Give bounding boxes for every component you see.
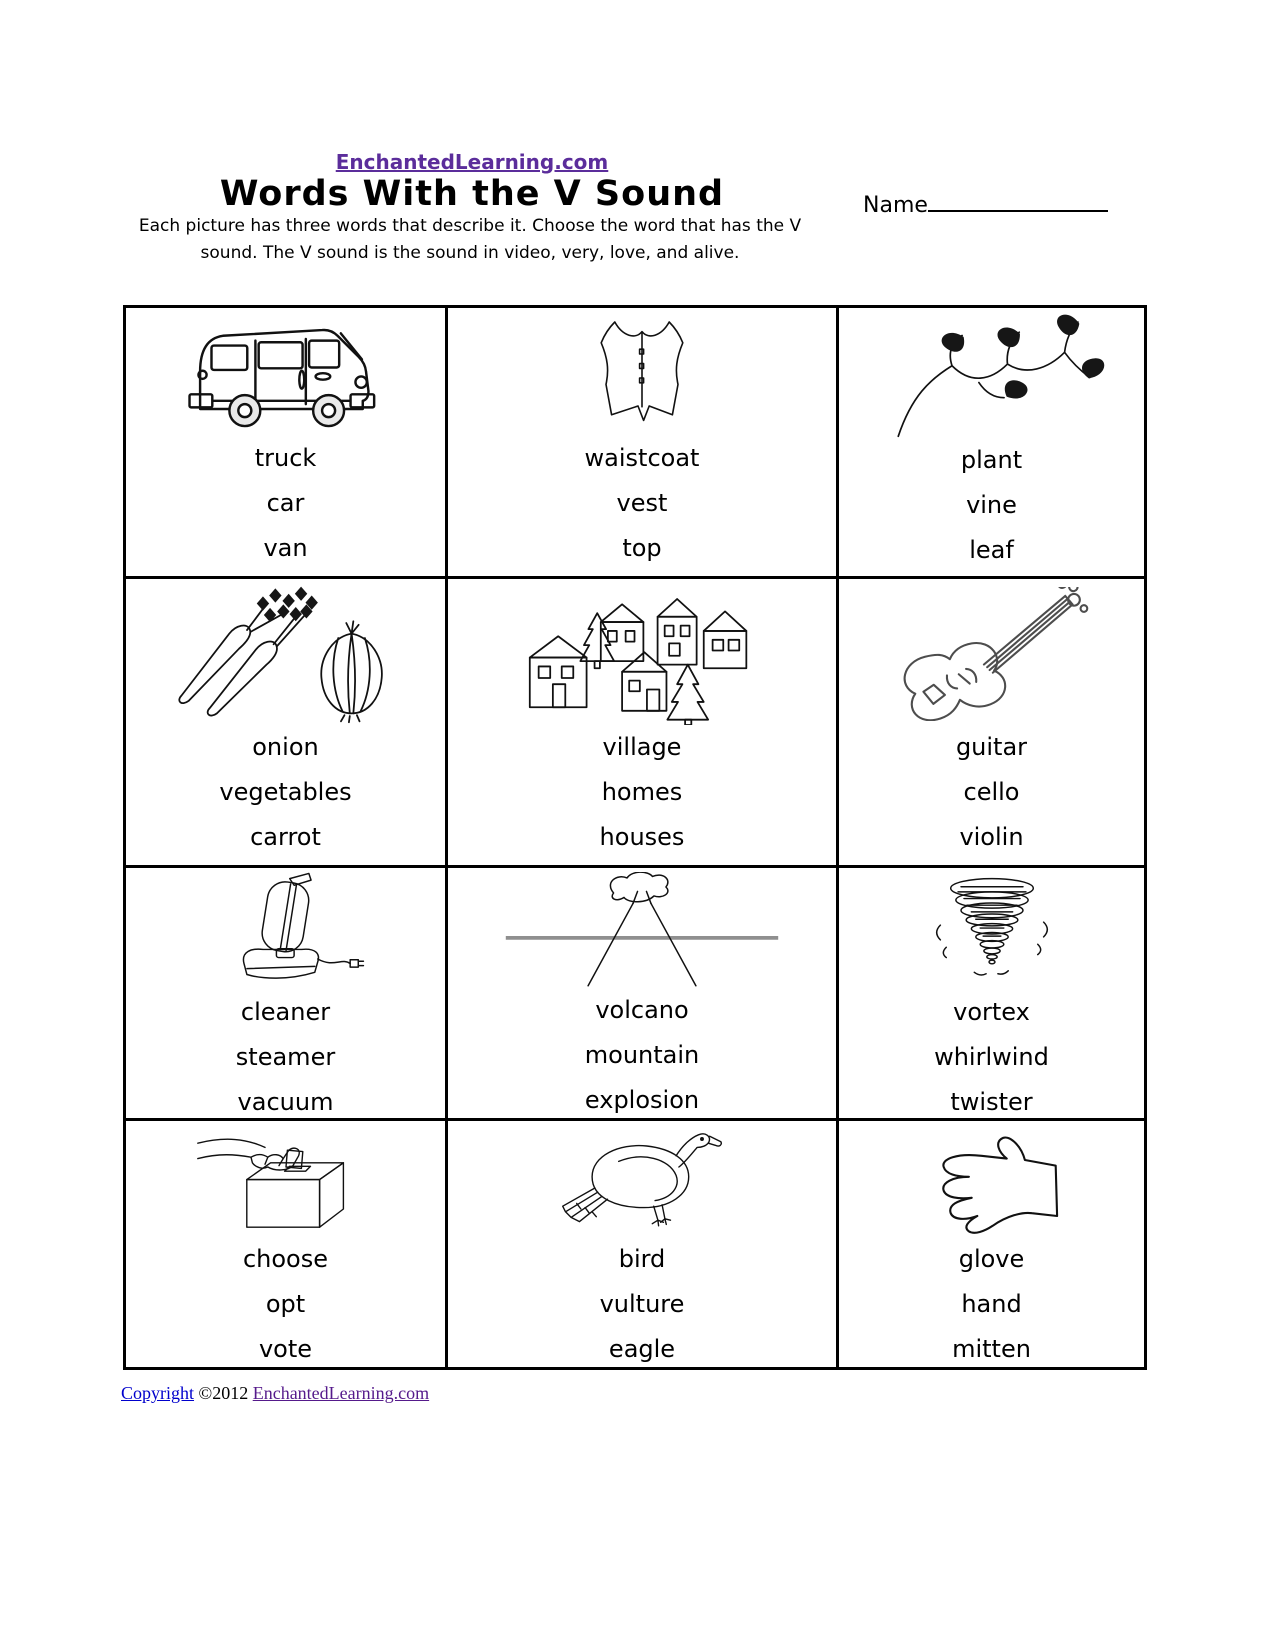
word-choice: steamer — [235, 1043, 336, 1071]
word-choices-volcano — [585, 988, 699, 1121]
vacuum-picture — [176, 868, 396, 990]
name-label: Name — [863, 193, 928, 218]
word-choice: village — [602, 733, 682, 761]
word-choice: choose — [242, 1245, 329, 1273]
word-choice: plant — [960, 446, 1023, 474]
word-choice: volcano — [595, 996, 689, 1024]
van-picture — [168, 308, 403, 436]
vortex-image — [907, 872, 1077, 990]
vote-picture — [161, 1121, 411, 1237]
name-field — [863, 186, 1108, 218]
cell-vulture — [448, 1121, 839, 1367]
word-choice: cello — [963, 778, 1020, 806]
word-choice: twister — [950, 1088, 1033, 1116]
word-choices-vacuum — [236, 990, 335, 1121]
enchantedlearning-header-link[interactable]: EnchantedLearning.com — [335, 150, 609, 174]
page-title: Words With the V Sound — [219, 174, 725, 214]
vine-picture — [874, 308, 1109, 438]
violin-picture — [867, 579, 1117, 725]
village-image — [515, 583, 770, 725]
cell-vest — [448, 308, 839, 579]
glove-picture — [887, 1121, 1097, 1237]
cell-vote — [126, 1121, 448, 1367]
word-choice: vegetables — [219, 778, 352, 806]
vegetables-image — [161, 584, 411, 724]
volcano-picture — [458, 868, 826, 988]
word-choice: vote — [258, 1335, 313, 1363]
cell-vine — [839, 308, 1144, 579]
copyright-year: ©2012 — [198, 1383, 249, 1403]
word-choice: bird — [618, 1245, 666, 1273]
cell-vegetables — [126, 579, 448, 868]
word-choices-violin — [956, 725, 1027, 865]
word-choice: houses — [599, 823, 685, 851]
word-choice: van — [263, 534, 308, 562]
cell-violin — [839, 579, 1144, 868]
word-choice: vine — [966, 491, 1017, 519]
word-choice: onion — [252, 733, 319, 761]
word-choices-vegetables — [219, 725, 351, 865]
vacuum-image — [176, 872, 396, 990]
word-choice: glove — [958, 1245, 1025, 1273]
village-picture — [515, 579, 770, 725]
word-choice: vest — [616, 489, 668, 517]
volcano-image — [458, 872, 826, 988]
vest-picture — [557, 308, 727, 436]
vulture-image — [520, 1125, 765, 1237]
word-choice-table — [123, 305, 1147, 1370]
word-choices-village — [600, 725, 685, 865]
word-choice: vulture — [599, 1290, 685, 1318]
word-choice: whirlwind — [934, 1043, 1049, 1071]
word-choices-vulture — [600, 1237, 685, 1367]
name-blank-line[interactable] — [928, 186, 1108, 212]
cell-vortex — [839, 868, 1144, 1121]
vulture-picture — [520, 1121, 765, 1237]
cell-volcano — [448, 868, 839, 1121]
copyright-link[interactable]: Copyright — [121, 1383, 195, 1403]
cell-van — [126, 308, 448, 579]
vine-image — [874, 312, 1109, 438]
enchantedlearning-footer-link[interactable]: EnchantedLearning.com — [252, 1383, 430, 1403]
word-choice: eagle — [608, 1335, 676, 1363]
word-choices-glove — [952, 1237, 1031, 1367]
word-choice: leaf — [969, 536, 1014, 564]
van-image — [168, 313, 403, 435]
glove-image — [887, 1125, 1097, 1237]
word-choice: hand — [961, 1290, 1022, 1318]
word-choices-van — [255, 436, 317, 576]
word-choice: vacuum — [237, 1088, 334, 1116]
word-choice: waistcoat — [584, 444, 700, 472]
cell-vacuum — [126, 868, 448, 1121]
vegetables-picture — [161, 579, 411, 725]
cell-glove — [839, 1121, 1144, 1367]
cell-village — [448, 579, 839, 868]
word-choice: car — [266, 489, 305, 517]
word-choices-vine — [961, 438, 1022, 578]
instructions-line-2: sound. The V sound is the sound in video, very, love, and alive. — [200, 243, 740, 263]
word-choice: top — [622, 534, 662, 562]
word-choice: guitar — [955, 733, 1028, 761]
vote-image — [161, 1125, 411, 1237]
word-choice: mitten — [952, 1335, 1031, 1363]
vest-image — [557, 314, 727, 434]
word-choice: mountain — [584, 1041, 700, 1069]
word-choices-vortex — [934, 990, 1049, 1121]
word-choice: cleaner — [240, 998, 331, 1026]
word-choice: violin — [959, 823, 1024, 851]
word-choice: vortex — [953, 998, 1030, 1026]
word-choices-vote — [243, 1237, 328, 1367]
word-choices-vest — [585, 436, 700, 576]
vortex-picture — [907, 868, 1077, 990]
violin-image — [867, 587, 1117, 721]
word-choice: explosion — [584, 1086, 700, 1114]
word-choice: homes — [601, 778, 683, 806]
word-choice: carrot — [250, 823, 321, 851]
word-choice: opt — [265, 1290, 306, 1318]
copyright-line — [121, 1383, 429, 1404]
word-choice: truck — [254, 444, 317, 472]
instructions-line-1: Each picture has three words that describe it. Choose the word that has the V — [138, 216, 802, 236]
